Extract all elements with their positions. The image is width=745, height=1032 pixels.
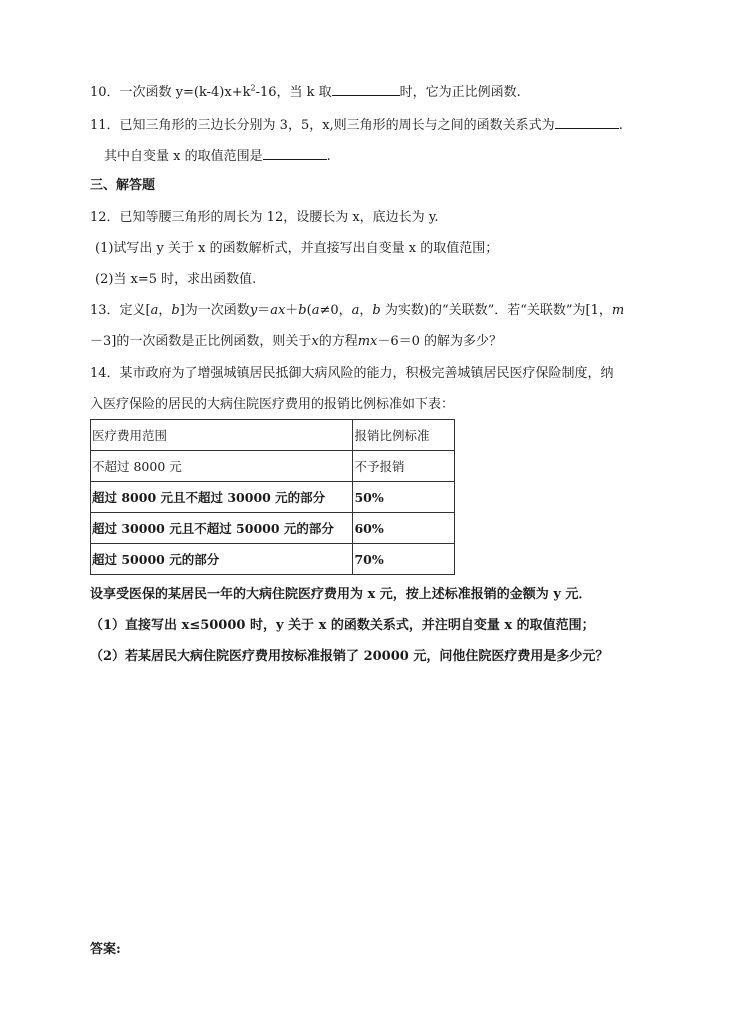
table-cell: 60% — [353, 513, 455, 544]
table-row — [91, 513, 455, 544]
table-cell: 超过 50000 元的部分 — [91, 544, 353, 575]
table-header-row — [91, 420, 455, 451]
section-heading: 三、解答题 — [90, 178, 156, 193]
question-14-part1: （1）直接写出 x≤50000 时，y 关于 x 的函数关系式，并注明自变量 x 的取值范围； — [90, 618, 595, 633]
reimbursement-table — [90, 419, 455, 575]
question-13-line2: －3]的一次函数是正比例函数，则关于x的方程mx－6＝0 的解为多少？ — [90, 334, 503, 349]
question-14-line1: 14．某市政府为了增强城镇居民抵御大病风险的能力，积极完善城镇居民医疗保险制度，纳 — [90, 366, 614, 381]
table-header-cell: 医疗费用范围 — [91, 420, 353, 451]
answer-blank — [332, 82, 400, 96]
question-12-part1: (1)试写出 y 关于 x 的函数解析式，并直接写出自变量 x 的取值范围； — [95, 241, 499, 256]
question-14-part2: （2）若某居民大病住院医疗费用按标准报销了 20000 元，问他住院医疗费用是多少元？ — [90, 649, 609, 664]
question-11-line1: 11．已知三角形的三边长分别为 3，5，x,则三角形的周长与之间的函数关系式为 . — [90, 115, 623, 135]
table-cell: 不予报销 — [353, 451, 455, 482]
table-row — [91, 451, 455, 482]
question-11-line2: 其中自变量 x 的取值范围是 . — [104, 146, 331, 166]
table-row — [91, 544, 455, 575]
question-12-stem: 12．已知等腰三角形的周长为 12，设腰长为 x，底边长为 y. — [90, 210, 439, 225]
answer-heading: 答案: — [90, 942, 121, 957]
table-cell: 不超过 8000 元 — [91, 451, 353, 482]
question-12-part2: (2)当 x=5 时，求出函数值. — [95, 272, 257, 287]
table-cell: 70% — [353, 544, 455, 575]
table-cell: 超过 30000 元且不超过 50000 元的部分 — [91, 513, 353, 544]
table-header-cell: 报销比例标准 — [353, 420, 455, 451]
question-13-line1: 13．定义[a，b]为一次函数y＝ax＋b(a≠0，a，b 为实数)的“关联数”．若“关联数”为[1，m — [90, 303, 625, 318]
answer-blank — [555, 115, 619, 129]
answer-blank — [263, 146, 327, 160]
table-row — [91, 482, 455, 513]
table-cell: 50% — [353, 482, 455, 513]
question-14-description: 设享受医保的某居民一年的大病住院医疗费用为 x 元，按上述标准报销的金额为 y 元． — [90, 587, 592, 602]
question-14-line2: 入医疗保险的居民的大病住院医疗费用的报销比例标准如下表： — [90, 397, 455, 412]
table-cell: 超过 8000 元且不超过 30000 元的部分 — [91, 482, 353, 513]
question-10: 10．一次函数 $y=(k-4)x+k^2-16$，当 k 取 时，它为正比例函数. — [90, 83, 521, 100]
